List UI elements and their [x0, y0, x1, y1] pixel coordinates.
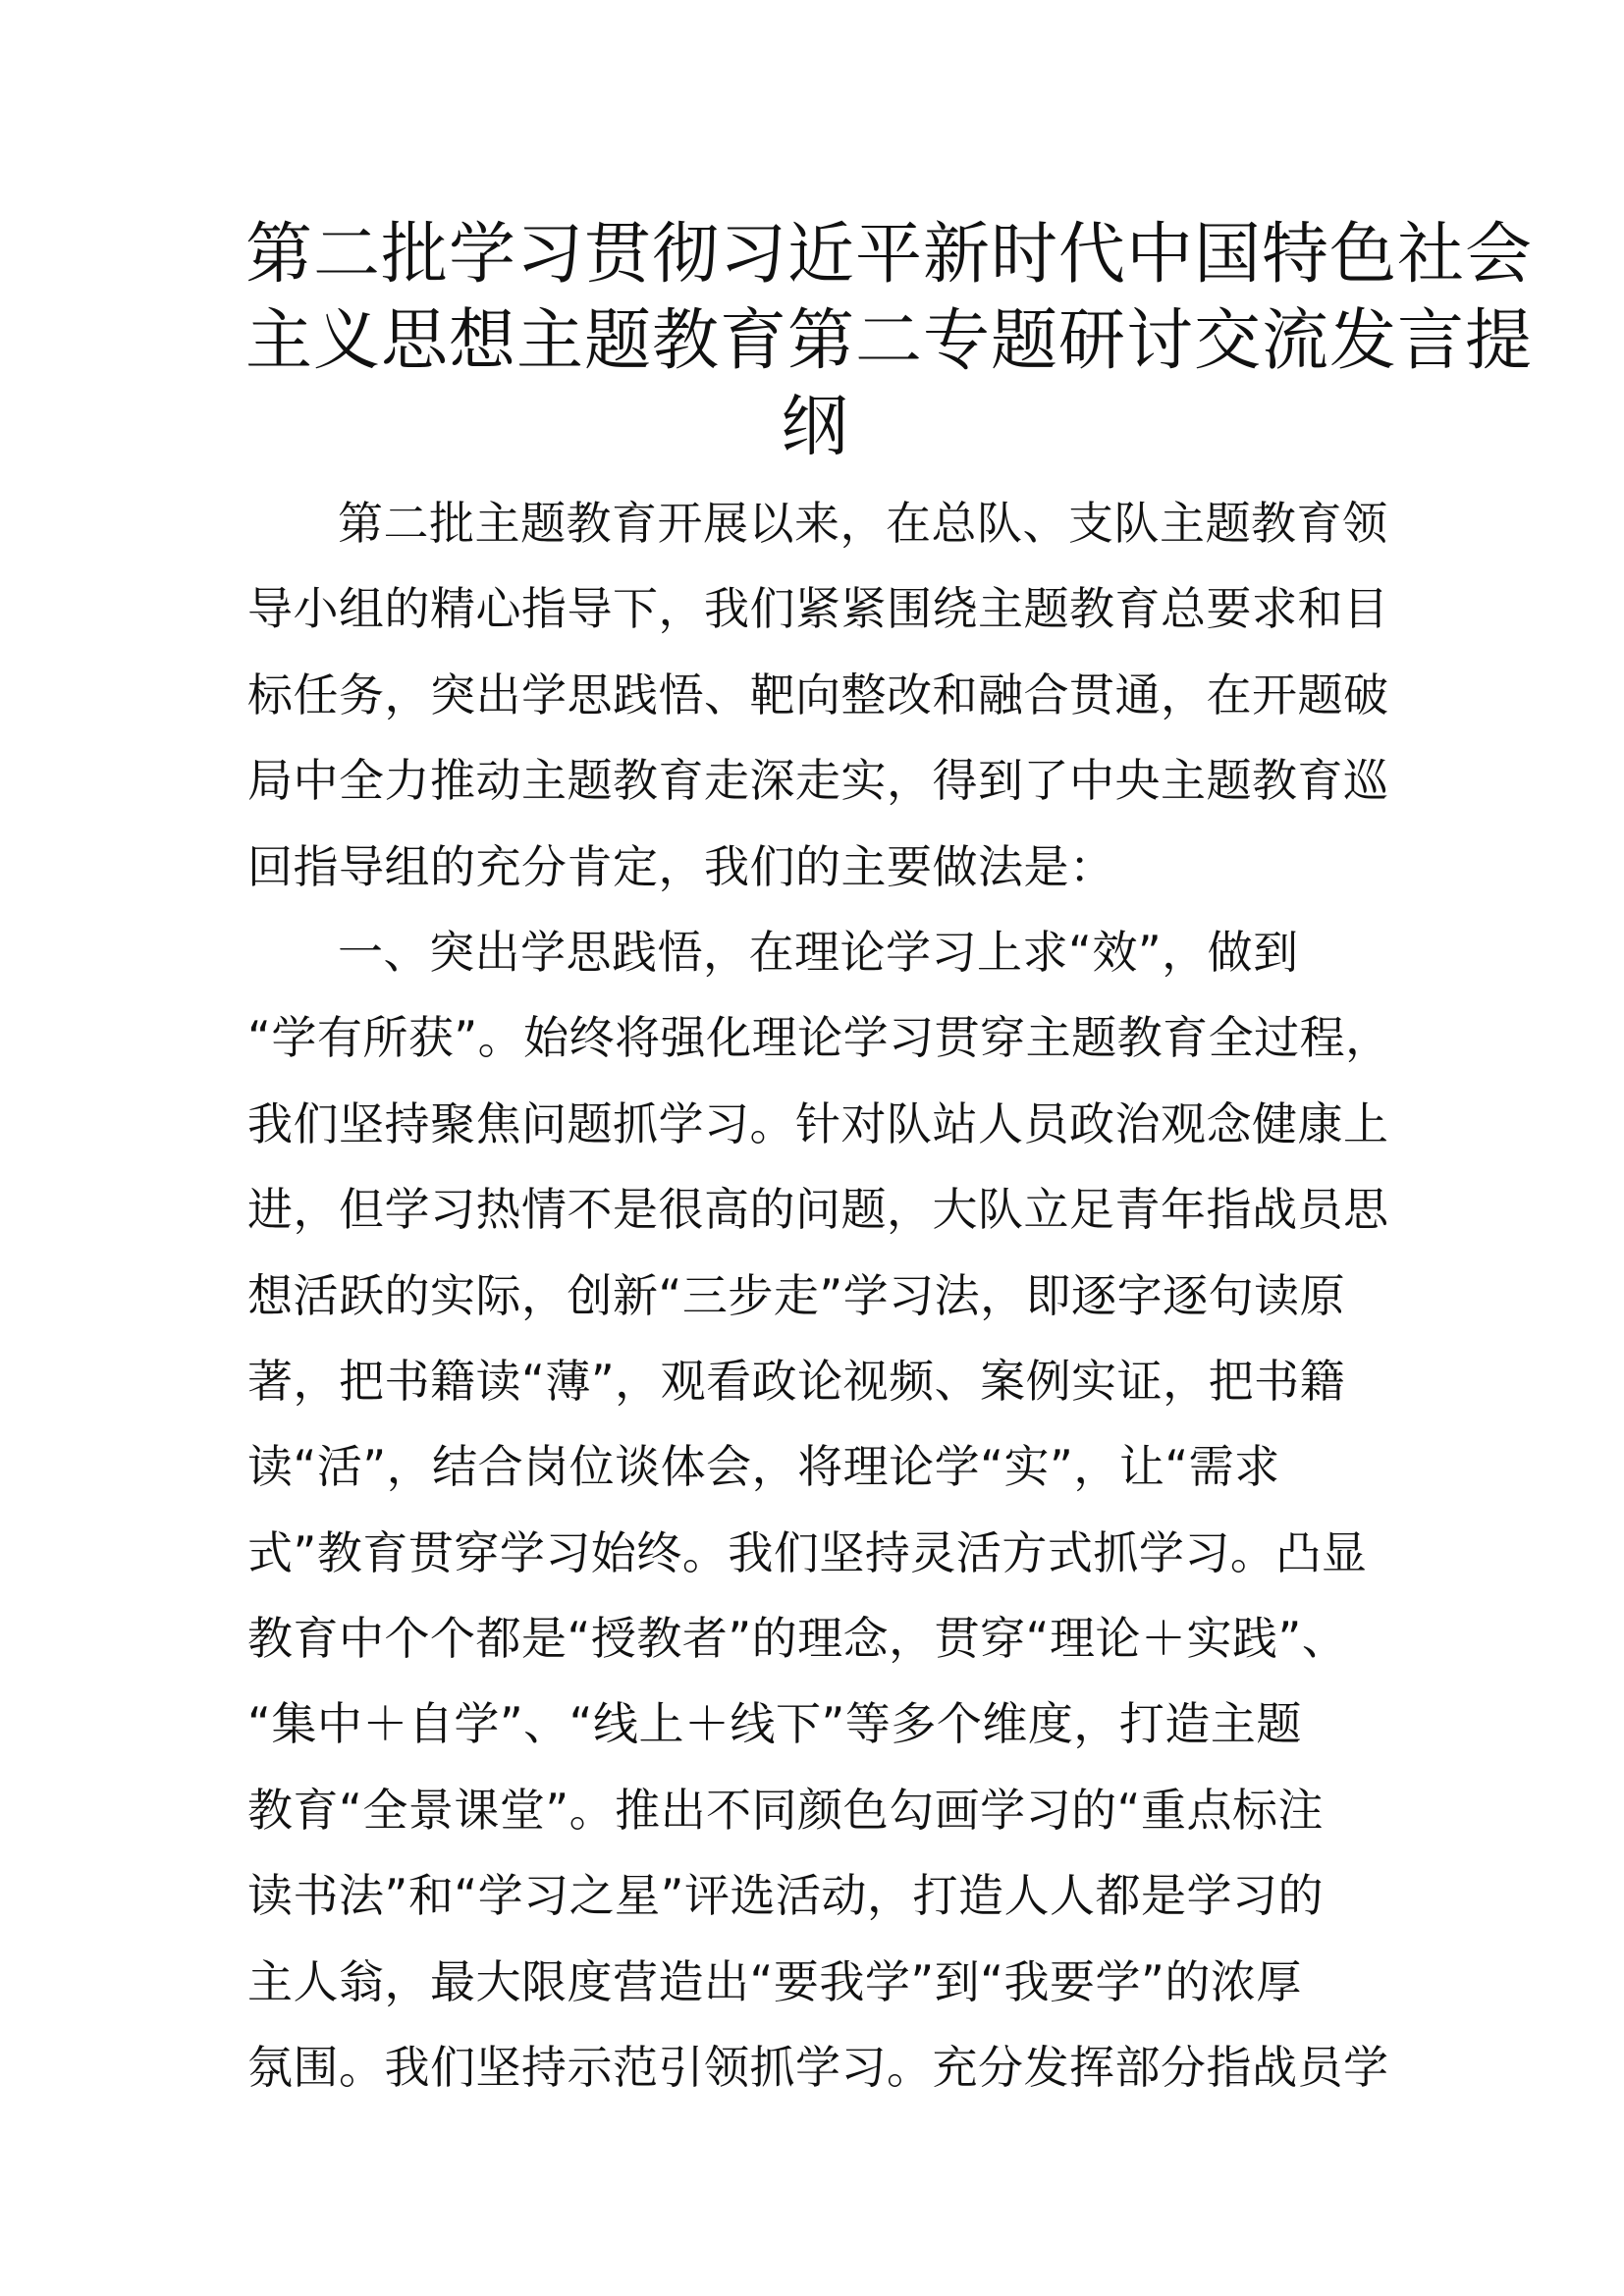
- text-line: 著，把书籍读“薄”，观看政论视频、案例实证，把书籍: [247, 1354, 1346, 1408]
- text-line: 回指导组的充分肯定，我们的主要做法是：: [247, 839, 1115, 893]
- text-line: 读“活”，结合岗位谈体会，将理论学“实”，让“需求: [247, 1440, 1280, 1494]
- intro-paragraph: [247, 481, 1389, 910]
- text-line: 进，但学习热情不是很高的问题，大队立足青年指战员思: [247, 1183, 1389, 1237]
- text-line: “集中＋自学”、“线上＋线下”等多个维度，打造主题: [247, 1697, 1302, 1751]
- text-line: 导小组的精心指导下，我们紧紧围绕主题教育总要求和目: [247, 582, 1389, 636]
- document-body: [247, 481, 1391, 2110]
- document-title: [245, 212, 1534, 471]
- text-line: 读书法”和“学习之星”评选活动，打造人人都是学习的: [247, 1869, 1324, 1923]
- text-line: 我们坚持聚焦问题抓学习。针对队站人员政治观念健康上: [247, 1096, 1389, 1150]
- text-line: 教育中个个都是“授教者”的理念，贯穿“理论＋实践”、: [247, 1612, 1348, 1666]
- title-line: 纲: [781, 389, 849, 466]
- text-line: 教育“全景课堂”。推出不同颜色勾画学习的“重点标注: [247, 1783, 1324, 1837]
- text-line: 氛围。我们坚持示范引领抓学习。充分发挥部分指战员学: [247, 2041, 1389, 2095]
- text-line: 主人翁，最大限度营造出“要我学”到“我要学”的浓厚: [247, 1954, 1302, 2008]
- text-line: 第二批主题教育开展以来，在总队、支队主题教育领: [338, 497, 1388, 550]
- text-line: 局中全力推动主题教育走深走实，得到了中央主题教育巡: [247, 754, 1389, 808]
- text-line: 式”教育贯穿学习始终。我们坚持灵活方式抓学习。凸显: [247, 1525, 1368, 1579]
- section-one-paragraph: [247, 910, 1391, 2110]
- title-line: 主义思想主题教育第二专题研讨交流发言提: [245, 302, 1534, 380]
- text-line: 标任务，突出学思践悟、靶向整改和融合贯通，在开题破: [247, 667, 1389, 721]
- text-line: 想活跃的实际，创新“三步走”学习法，即逐字逐句读原: [247, 1268, 1346, 1322]
- text-line: “学有所获”。始终将强化理论学习贯穿主题教育全过程，: [247, 1011, 1391, 1065]
- text-line: 一、突出学思践悟，在理论学习上求“效”，做到: [338, 925, 1299, 979]
- title-line: 第二批学习贯彻习近平新时代中国特色社会: [245, 216, 1534, 294]
